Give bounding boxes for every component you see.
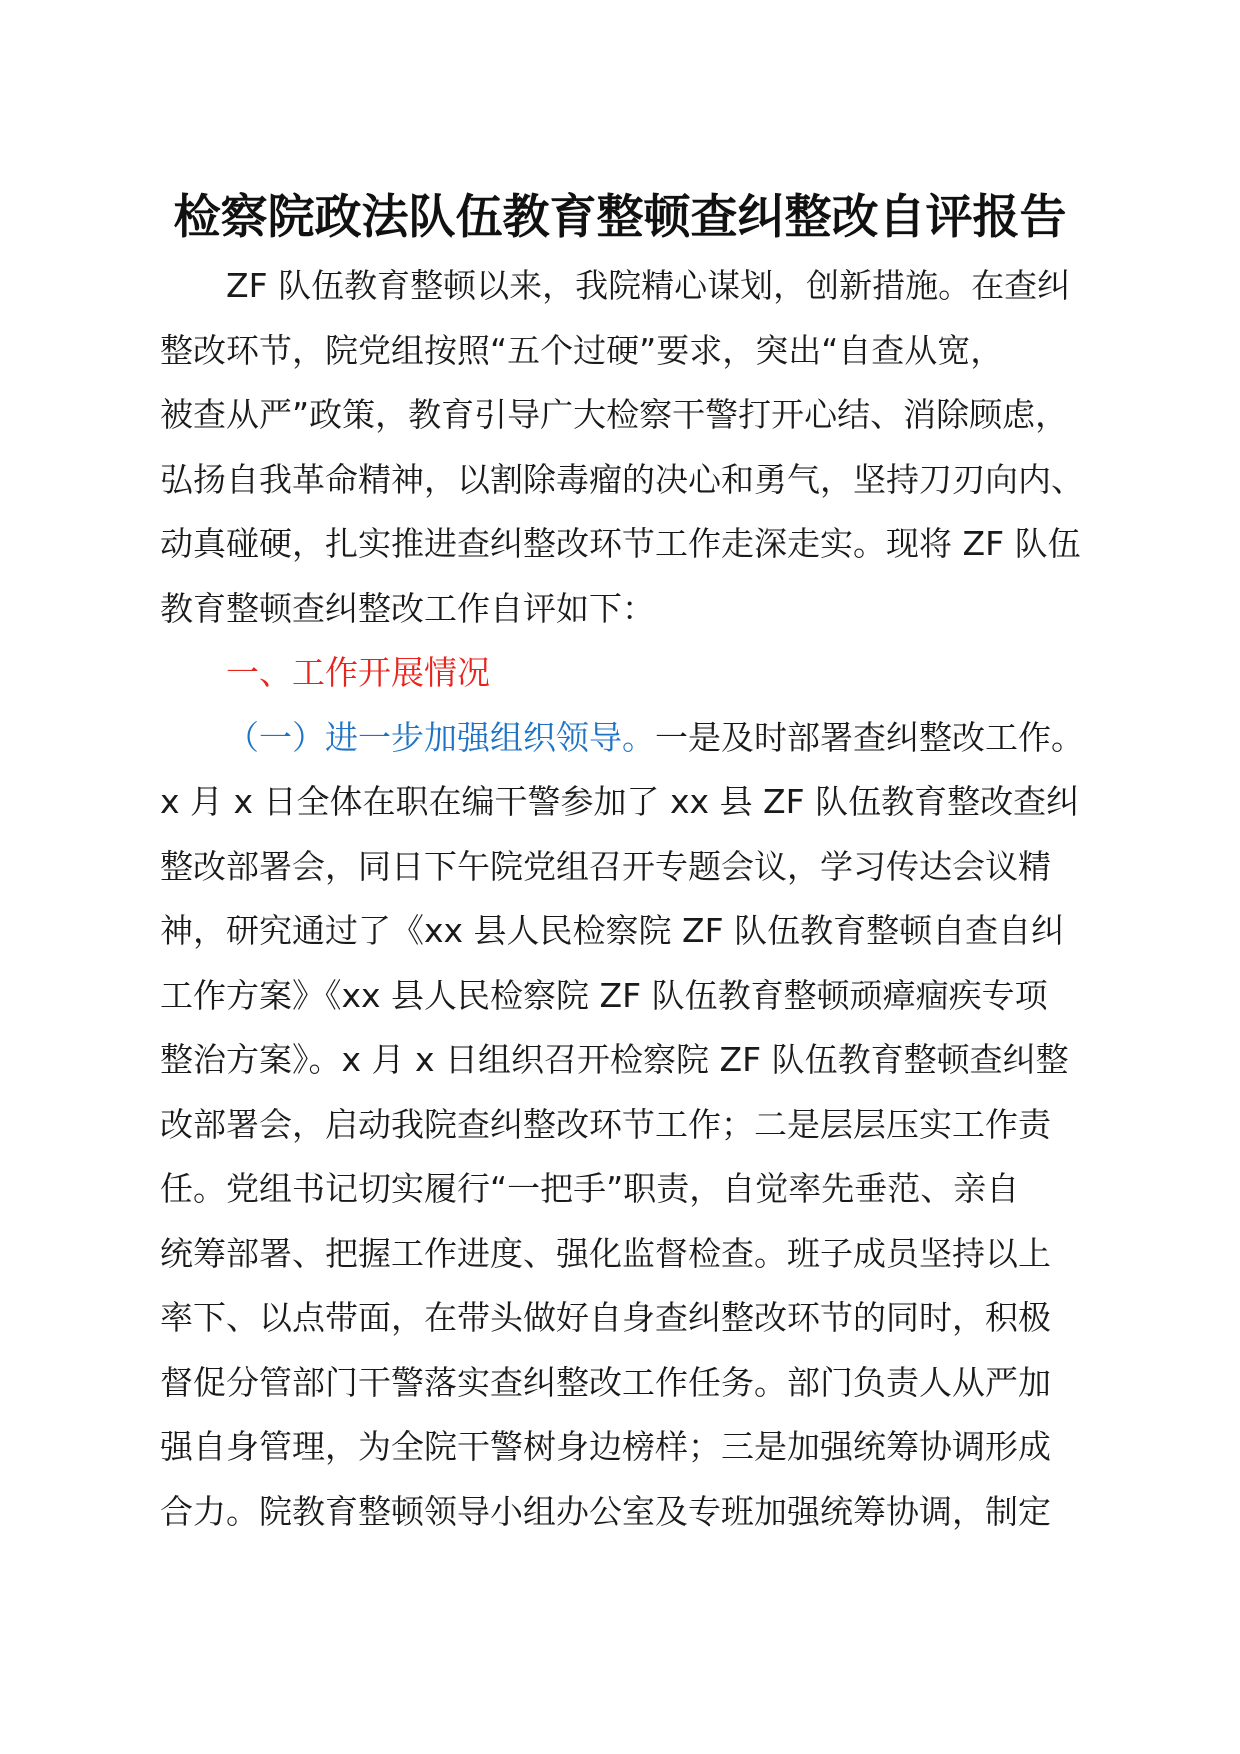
- paragraph-line: 强自身管理，为全院干警树身边榜样；三是加强统筹协调形成: [160, 1427, 1051, 1466]
- subsection-first-line: [160, 706, 1130, 771]
- paragraph-line: 动真碰硬，扎实推进查纠整改环节工作走深走实。现将 ZF 队伍: [160, 524, 1081, 563]
- paragraph-line: 改部署会，启动我院查纠整改环节工作；二是层层压实工作责: [160, 1104, 1051, 1144]
- paragraph-line: 被查从严”政策，教育引导广大检察干警打开心结、消除顾虑，: [160, 395, 1069, 434]
- subsection-heading: （一）进一步加强组织领导。: [226, 717, 655, 757]
- paragraph-line: 弘扬自我革命精神，以割除毒瘤的决心和勇气，坚持刀刃向内、: [160, 459, 1084, 499]
- paragraph-line: 工作方案》《xx 县人民检察院 ZF 队伍教育整顿顽瘴痼疾专项: [160, 975, 1048, 1015]
- paragraph-line: 教育整顿查纠整改工作自评如下：: [160, 588, 655, 628]
- paragraph-line: 统筹部署、把握工作进度、强化监督检查。班子成员坚持以上: [160, 1233, 1051, 1273]
- paragraph-line: 合力。院教育整顿领导小组办公室及专班加强统筹协调，制定: [160, 1491, 1051, 1531]
- paragraph-line: 督促分管部门干警落实查纠整改工作任务。部门负责人从严加: [160, 1362, 1051, 1402]
- paragraph-line: 整改部署会，同日下午院党组召开专题会议，学习传达会议精: [160, 846, 1051, 886]
- section-heading: 一、工作开展情况: [226, 653, 490, 692]
- paragraph-line: 神，研究通过了《xx 县人民检察院 ZF 队伍教育整顿自查自纠: [160, 911, 1065, 950]
- subsection-first-line-text: 一是及时部署查纠整改工作。: [655, 717, 1084, 757]
- paragraph-line: 率下、以点带面，在带头做好自身查纠整改环节的同时，积极: [160, 1298, 1051, 1337]
- paragraph-line: 整治方案》。x 月 x 日组织召开检察院 ZF 队伍教育整顿查纠整: [160, 1040, 1069, 1079]
- document-body: [160, 254, 1130, 1544]
- paragraph-line: x 月 x 日全体在职在编干警参加了 xx 县 ZF 队伍教育整改查纠: [160, 782, 1080, 821]
- paragraph-line: ZF 队伍教育整顿以来，我院精心谋划，创新措施。在查纠: [226, 266, 1071, 305]
- document-title: 检察院政法队伍教育整顿查纠整改自评报告: [173, 190, 1067, 245]
- paragraph-line: 整改环节，院党组按照“五个过硬”要求，突出“自查从宽，: [160, 330, 1004, 370]
- paragraph-line: 任。党组书记切实履行“一把手”职责，自觉率先垂范、亲自: [160, 1169, 1020, 1208]
